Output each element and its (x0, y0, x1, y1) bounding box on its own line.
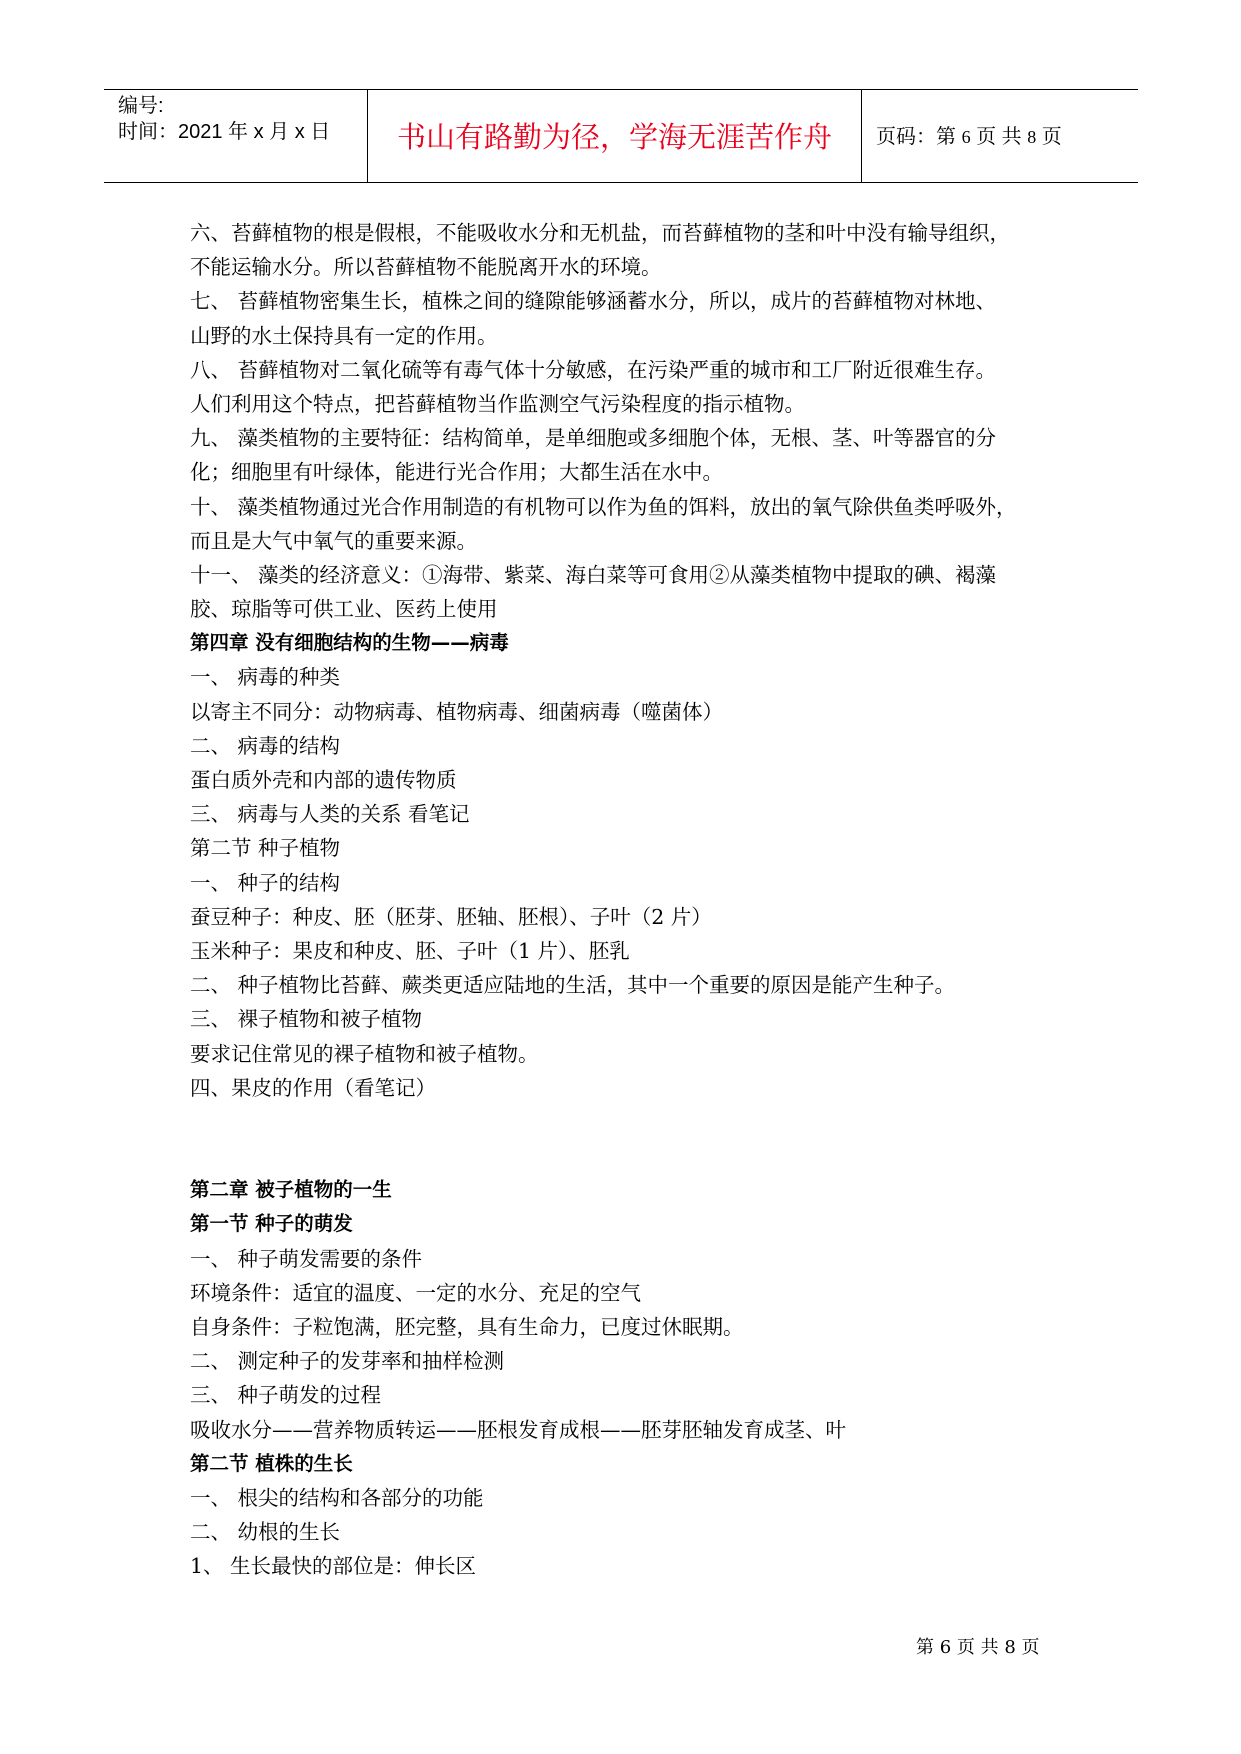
text-line: 九、 藻类植物的主要特征：结构简单，是单细胞或多细胞个体，无根、茎、叶等器官的分 (190, 426, 997, 451)
header-info-cell (104, 90, 368, 182)
text-line: 蛋白质外壳和内部的遗传物质 (190, 768, 457, 792)
text-line: 二、 幼根的生长 (190, 1520, 341, 1545)
text-line: 蚕豆种子：种皮、胚（胚芽、胚轴、胚根）、子叶（2 片） (190, 904, 712, 929)
text-line: 十一、 藻类的经济意义：①海带、紫菜、海白菜等可食用②从藻类植物中提取的碘、褐藻 (190, 562, 997, 587)
text-line: 自身条件：子粒饱满，胚完整，具有生命力，已度过休眠期。 (190, 1315, 744, 1340)
text-line: 三、 病毒与人类的关系 看笔记 (190, 802, 470, 827)
text-line: 一、 病毒的种类 (190, 665, 341, 690)
date-label: 时间：2021 年 x 月 x 日 (118, 121, 331, 143)
text-line: 而且是大气中氧气的重要来源。 (190, 528, 477, 553)
text-line: 四、果皮的作用（看笔记） (190, 1075, 436, 1100)
text-line: 以寄主不同分：动物病毒、植物病毒、细菌病毒（噬菌体） (190, 699, 723, 724)
text-line: 一、 根尖的结构和各部分的功能 (190, 1485, 484, 1510)
page-footer: 第 6 页 共 8 页 (916, 1637, 1040, 1658)
text-line: 二、 种子植物比苔藓、蕨类更适应陆地的生活，其中一个重要的原因是能产生种子。 (190, 973, 956, 998)
text-line: 人们利用这个特点，把苔藓植物当作监测空气污染程度的指示植物。 (190, 391, 805, 416)
text-line: 山野的水土保持具有一定的作用。 (190, 323, 498, 348)
section-heading: 第一节 种子的萌发 (190, 1212, 353, 1236)
text-line: 十、 藻类植物通过光合作用制造的有机物可以作为鱼的饵料，放出的氧气除供鱼类呼吸外， (190, 494, 1017, 519)
header-motto-cell (368, 90, 862, 182)
section-spacer (190, 1105, 1080, 1173)
header-motto: 书山有路勤为径，学海无涯苦作舟 (396, 120, 832, 154)
text-line: 六、苔藓植物的根是假根，不能吸收水分和无机盐，而苔藓植物的茎和叶中没有输导组织， (190, 221, 1010, 245)
text-line: 不能运输水分。所以苔藓植物不能脱离开水的环境。 (190, 255, 662, 280)
text-line: 玉米种子：果皮和种皮、胚、子叶（1 片）、胚乳 (190, 938, 630, 963)
header-page-number: 页码：第 6 页 共 8 页 (876, 126, 1062, 148)
body-section-1 (190, 216, 1080, 1105)
text-line: 七、 苔藓植物密集生长，植株之间的缝隙能够涵蓄水分，所以，成片的苔藓植物对林地、 (190, 289, 997, 314)
section-heading: 第四章 没有细胞结构的生物——病毒 (190, 631, 509, 655)
text-line: 一、 种子萌发需要的条件 (190, 1246, 423, 1271)
section-heading: 第二节 植株的生长 (190, 1451, 353, 1475)
section-heading: 第二章 被子植物的一生 (190, 1178, 392, 1202)
text-line: 化；细胞里有叶绿体，能进行光合作用；大都生活在水中。 (190, 460, 723, 485)
text-line: 三、 裸子植物和被子植物 (190, 1007, 423, 1032)
document-body (190, 216, 1080, 1584)
header-page-cell (862, 90, 1138, 182)
text-line: 八、 苔藓植物对二氧化硫等有毒气体十分敏感，在污染严重的城市和工厂附近很难生存。 (190, 357, 997, 382)
text-line: 胶、琼脂等可供工业、医药上使用 (190, 597, 498, 622)
text-line: 二、 测定种子的发芽率和抽样检测 (190, 1349, 505, 1374)
text-line: 第二节 种子植物 (190, 836, 341, 861)
text-line: 二、 病毒的结构 (190, 733, 341, 758)
text-line: 要求记住常见的裸子植物和被子植物。 (190, 1041, 539, 1066)
document-header (104, 89, 1138, 183)
text-line: 环境条件：适宜的温度、一定的水分、充足的空气 (190, 1280, 641, 1305)
text-line: 吸收水分——营养物质转运——胚根发育成根——胚芽胚轴发育成茎、叶 (190, 1417, 846, 1442)
serial-number-label: 编号: (118, 95, 164, 117)
text-line: 三、 种子萌发的过程 (190, 1383, 382, 1408)
text-line: 1、 生长最快的部位是：伸长区 (190, 1554, 477, 1579)
text-line: 一、 种子的结构 (190, 870, 341, 895)
body-section-2 (190, 1173, 1080, 1583)
